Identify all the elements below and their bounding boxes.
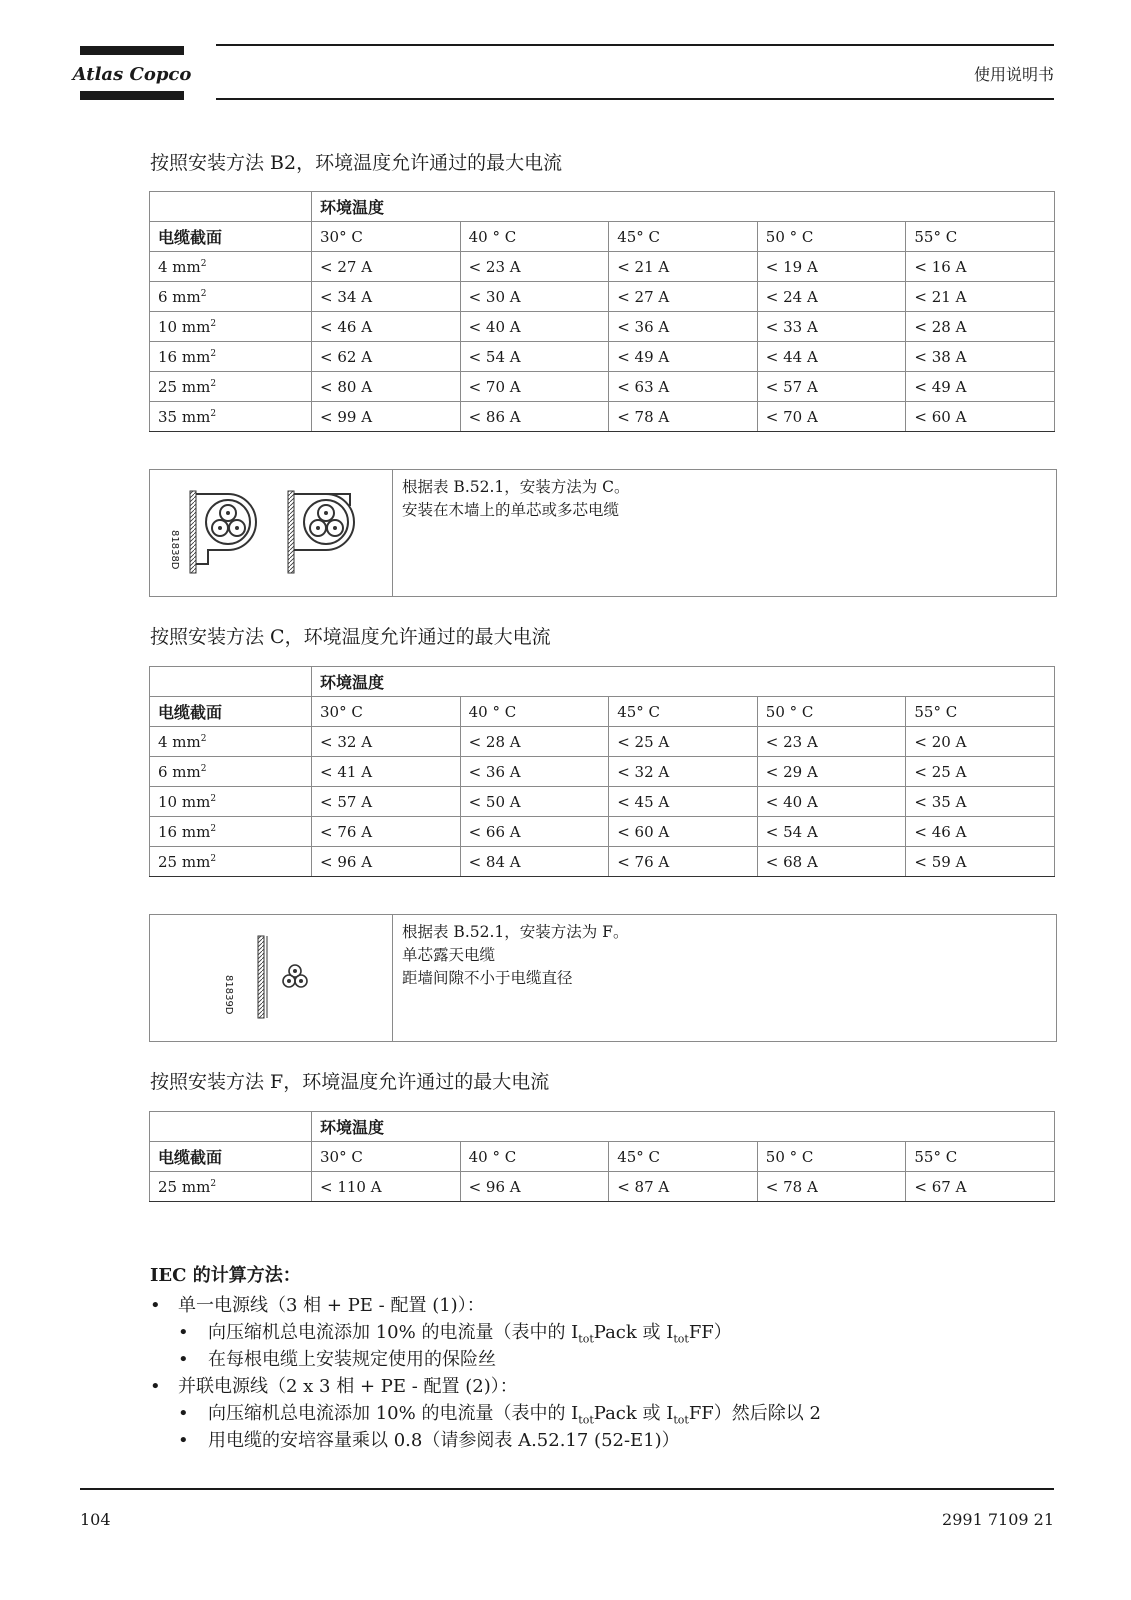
cell: < 54 A [460,342,609,372]
figure-f-line: 距墙间隙不小于电缆直径 [402,969,573,987]
col-header: 45° C [609,222,758,252]
page-number: 104 [80,1510,111,1529]
list-item: • 用电缆的安培容量乘以 0.8（请参阅表 A.52.17 (52-E1)） [150,1427,821,1454]
cell: 6 $mm^2$ [150,757,312,787]
figure-c-line: 安装在木墙上的单芯或多芯电缆 [402,501,620,519]
bullet-icon: • [178,1403,189,1424]
document-code: 2991 7109 21 [942,1510,1054,1529]
cell: < 25 A [906,757,1055,787]
cell: 16 $mm^2$ [150,342,312,372]
section-b2-title: 按照安装方法 B2，环境温度允许通过的最大电流 [150,152,563,174]
cell: < 70 A [460,372,609,402]
table-row [150,787,1055,817]
cell: < 32 A [312,727,461,757]
cell: < 60 A [906,402,1055,432]
cell: < 57 A [757,372,906,402]
table-row [150,757,1055,787]
figure-code: 81839D [223,975,234,1015]
table-row [150,727,1055,757]
bullet-icon: • [150,1376,161,1397]
cell: 25 $mm^2$ [150,372,312,402]
cell: < 29 A [757,757,906,787]
cell: 25 $mm^2$ [150,1172,312,1202]
cell: < 80 A [312,372,461,402]
cell: 4 $mm^2$ [150,727,312,757]
col-header: 50 ° C [757,697,906,727]
figure-box-method-f [149,914,1057,1042]
col-header: 电缆截面 [150,697,312,727]
cell: < 23 A [460,252,609,282]
figure-f-text [402,921,628,990]
cell: < 49 A [609,342,758,372]
cell: < 87 A [609,1172,758,1202]
bullet-icon: • [178,1322,189,1343]
cell: < 27 A [609,282,758,312]
cell: < 54 A [757,817,906,847]
cell: < 59 A [906,847,1055,877]
cell: < 25 A [609,727,758,757]
cell: < 36 A [460,757,609,787]
list-item: • 向压缩机总电流添加 10% 的电流量（表中的 $I_{tot}Pack$ 或 $I_{tot}FF$） [150,1319,821,1346]
figure-code: 81838D [169,530,180,570]
temp-header: 环境温度 [312,667,1055,697]
table-row [150,1172,1055,1202]
list-item: • 在每根电缆上安装规定使用的保险丝 [150,1346,821,1373]
cell: < 28 A [906,312,1055,342]
cell: 4 $mm^2$ [150,252,312,282]
cell: < 38 A [906,342,1055,372]
cell: < 76 A [609,847,758,877]
bullet-icon: • [178,1349,189,1370]
figure-f-line: 单芯露天电缆 [402,946,496,964]
corner-cell [150,667,312,697]
cell: < 23 A [757,727,906,757]
header-rule-top [216,44,1054,46]
col-header: 40 ° C [460,222,609,252]
col-header: 40 ° C [460,697,609,727]
table-row [150,282,1055,312]
col-header: 55° C [906,222,1055,252]
cell: < 35 A [906,787,1055,817]
cell: 35 $mm^2$ [150,402,312,432]
list-item: • 并联电源线（2 x 3 相 + PE - 配置 (2)）： [150,1373,821,1400]
cell: < 27 A [312,252,461,282]
cell: < 62 A [312,342,461,372]
cell: < 21 A [906,282,1055,312]
cell: < 41 A [312,757,461,787]
col-header: 30° C [312,222,461,252]
cell: < 24 A [757,282,906,312]
table-row [150,847,1055,877]
cell: 10 $mm^2$ [150,787,312,817]
col-header: 30° C [312,1142,461,1172]
col-header: 55° C [906,697,1055,727]
cell: < 110 A [312,1172,461,1202]
iec-bullet-list [150,1292,821,1454]
cell: < 36 A [609,312,758,342]
figure-c-line: 根据表 B.52.1，安装方法为 C。 [402,478,630,496]
col-header: 40 ° C [460,1142,609,1172]
section-f-title: 按照安装方法 F，环境温度允许通过的最大电流 [150,1071,550,1093]
col-header: 电缆截面 [150,222,312,252]
col-header: 30° C [312,697,461,727]
cell: < 46 A [906,817,1055,847]
cell: < 30 A [460,282,609,312]
logo-wordmark: Atlas Copco [72,64,192,85]
atlas-copco-logo [72,46,192,100]
cell: < 20 A [906,727,1055,757]
cell: < 60 A [609,817,758,847]
cable-on-wall-diagram [150,470,392,596]
col-header: 50 ° C [757,222,906,252]
cell: < 99 A [312,402,461,432]
list-item: • 向压缩机总电流添加 10% 的电流量（表中的 $I_{tot}Pack$ 或 $I_{tot}FF$）然后除以 2 [150,1400,821,1427]
cell: < 40 A [757,787,906,817]
cell: < 78 A [609,402,758,432]
cell: < 19 A [757,252,906,282]
table-row [150,342,1055,372]
corner-cell [150,192,312,222]
figure-c-text [402,476,630,522]
cell: < 34 A [312,282,461,312]
cell: < 21 A [609,252,758,282]
cell: < 78 A [757,1172,906,1202]
cell: < 33 A [757,312,906,342]
table-row [150,252,1055,282]
col-header: 45° C [609,697,758,727]
cell: < 67 A [906,1172,1055,1202]
cell: < 68 A [757,847,906,877]
cell: 25 $mm^2$ [150,847,312,877]
cell: < 66 A [460,817,609,847]
figure-method-f [150,915,393,1041]
cell: < 63 A [609,372,758,402]
cell: 10 $mm^2$ [150,312,312,342]
table-row [150,817,1055,847]
section-c-title: 按照安装方法 C，环境温度允许通过的最大电流 [150,626,551,648]
cell: < 57 A [312,787,461,817]
header-rule-bottom [216,98,1054,100]
cell: < 40 A [460,312,609,342]
cell: < 32 A [609,757,758,787]
cell: < 44 A [757,342,906,372]
cell: < 28 A [460,727,609,757]
cell: < 96 A [460,1172,609,1202]
figure-box-method-c [149,469,1057,597]
table-row [150,372,1055,402]
cell: < 45 A [609,787,758,817]
iec-title: IEC 的计算方法： [150,1265,301,1286]
corner-cell [150,1112,312,1142]
cell: < 96 A [312,847,461,877]
cell: < 76 A [312,817,461,847]
bullet-icon: • [178,1430,189,1451]
table-c [149,666,1055,877]
list-item: • 单一电源线（3 相 + PE - 配置 (1)）： [150,1292,821,1319]
cell: 6 $mm^2$ [150,282,312,312]
cell: < 86 A [460,402,609,432]
cell: < 84 A [460,847,609,877]
header-title: 使用说明书 [973,65,1054,84]
figure-f-line: 根据表 B.52.1，安装方法为 F。 [402,923,629,941]
cell: < 49 A [906,372,1055,402]
temp-header: 环境温度 [312,1112,1055,1142]
cell: < 70 A [757,402,906,432]
footer-rule [80,1488,1054,1490]
cell: < 16 A [906,252,1055,282]
table-row [150,312,1055,342]
table-row [150,402,1055,432]
temp-header: 环境温度 [312,192,1055,222]
col-header: 50 ° C [757,1142,906,1172]
table-b2 [149,191,1055,432]
cell: < 50 A [460,787,609,817]
col-header: 45° C [609,1142,758,1172]
cell: < 46 A [312,312,461,342]
col-header: 55° C [906,1142,1055,1172]
open-air-cable-diagram [150,915,392,1041]
figure-method-c [150,470,393,596]
bullet-icon: • [150,1295,161,1316]
table-f [149,1111,1055,1202]
cell: 16 $mm^2$ [150,817,312,847]
col-header: 电缆截面 [150,1142,312,1172]
